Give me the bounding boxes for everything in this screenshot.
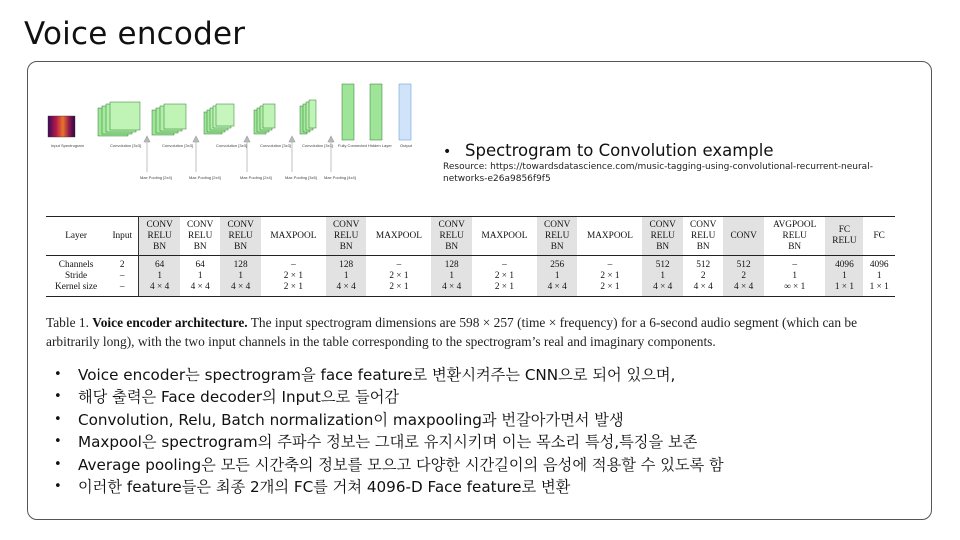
header-input: Input [106, 217, 139, 256]
resource-link: Resource: https://towardsdatascience.com/music-tagging-using-convolutional-recurrent-neural-networks-e26a9856f9f5 [443, 162, 873, 184]
table-cell: – [396, 260, 402, 270]
diagram-label: Input Spectrogram [51, 143, 84, 148]
diagram-label: Max Pooling [2x4] [140, 175, 172, 180]
header-line: CONV [332, 219, 360, 230]
table-cell: – [607, 260, 613, 270]
fc-layer-bar [342, 84, 354, 140]
table-cell: 1 [139, 271, 180, 282]
diagram-caption-bullet [443, 141, 913, 160]
header-line: BN [550, 241, 564, 252]
note-item [54, 476, 914, 498]
table-header-cell [431, 217, 471, 256]
header-line: RELU [832, 236, 857, 246]
architecture-table [46, 216, 895, 297]
table-caption [46, 313, 912, 351]
header-line: BN [445, 241, 459, 252]
header-line: BN [193, 241, 207, 252]
table-cell: – [792, 260, 797, 270]
input-cell: – [106, 271, 139, 282]
table-cell: 1 [642, 271, 682, 282]
header-line: RELU [334, 230, 359, 241]
table-cell: 128 [326, 256, 366, 272]
diagram-label: Convolution [3x3] [260, 143, 291, 148]
output-layer-bar [399, 84, 411, 140]
diagram-label: Output [400, 143, 413, 148]
bullet-dot-icon: • [54, 434, 62, 450]
note-item [54, 431, 914, 453]
header-line: BN [153, 241, 167, 252]
conv-block-2 [152, 104, 186, 135]
table-cell: 1 × 1 [869, 282, 889, 292]
table-cell: 64 [139, 256, 180, 272]
header-line: BN [656, 241, 670, 252]
table-header-cell [326, 217, 366, 256]
table-cell: 2 × 1 [283, 271, 303, 281]
table-header-cell [366, 217, 431, 256]
conv-block-3 [204, 104, 234, 134]
header-line: CONV [649, 219, 676, 230]
table-cell: 2 × 1 [389, 282, 409, 292]
note-text: Average pooling은 모든 시간축의 정보를 모으고 다양한 시간길이의 음성에 적용할 수 있도록 함 [78, 455, 724, 474]
diagram-label: Convolution [3x3] [110, 143, 141, 148]
table-row [46, 271, 895, 282]
table-cell: 4 × 4 [190, 282, 210, 292]
row-label: Kernel size [55, 282, 98, 292]
header-line: RELU [782, 230, 807, 241]
table-header-row [46, 217, 895, 256]
table-cell: 1 [792, 271, 797, 281]
table-cell: – [291, 260, 296, 270]
table-cell: 512 [642, 256, 682, 272]
table-header-cell [642, 217, 682, 256]
diagram-label: Fully Connected [338, 143, 367, 148]
cnn-diagram [44, 80, 434, 200]
table-cell: 2 [700, 271, 706, 281]
header-line: CONV [438, 219, 465, 230]
table-header-cell [577, 217, 642, 256]
table-cell: 1 [326, 271, 366, 282]
table-header-cell [220, 217, 260, 256]
note-text: Convolution, Relu, Batch normalization이 maxpooling과 번갈아가면서 발생 [78, 410, 624, 429]
header-line: BN [339, 241, 353, 252]
header-line: FC [873, 230, 885, 241]
table-cell: 64 [195, 260, 205, 270]
conv-block-4 [254, 104, 275, 134]
header-layer: Layer [65, 230, 87, 241]
header-line: CONV [544, 219, 571, 230]
bullet-dot-icon: • [54, 479, 62, 495]
pool-arrows [144, 136, 334, 172]
table-cell: 4 × 4 [693, 282, 713, 292]
header-line: CONV [227, 219, 254, 230]
table-cell: 512 [723, 256, 763, 272]
header-line: CONV [730, 230, 757, 241]
table-cell: 128 [220, 256, 260, 272]
table-cell: 1 [220, 271, 260, 282]
header-line: RELU [228, 230, 253, 241]
header-line: CONV [146, 219, 173, 230]
note-text: Voice encoder는 spectrogram을 face feature로 변환시켜주는 CNN으로 되어 있으며, [78, 366, 676, 384]
table-cell: 2 × 1 [600, 282, 620, 292]
table-row [46, 282, 895, 297]
hidden-layer-bar [370, 84, 382, 140]
table-cell: 2 × 1 [494, 282, 515, 292]
header-line: BN [234, 241, 248, 252]
table-cell: 2 × 1 [600, 271, 620, 281]
table-header-cell [723, 217, 763, 256]
note-item [54, 386, 914, 408]
header-line: MAXPOOL [375, 230, 422, 241]
table-header-cell [863, 217, 895, 256]
table-cell: 4 × 4 [220, 282, 260, 297]
header-line: RELU [650, 230, 675, 241]
header-line: BN [788, 241, 802, 252]
diagram-caption [443, 141, 913, 185]
diagram-label: Convolution [3x3] [302, 143, 333, 148]
input-cell: – [106, 282, 139, 297]
caption-bold: Voice encoder architecture. [92, 315, 248, 330]
header-line: RELU [147, 230, 172, 241]
table-cell: 1 [431, 271, 471, 282]
row-label: Stride [64, 271, 88, 281]
conv-block-1 [98, 102, 140, 136]
diagram-label: Max Pooling [2x4] [240, 175, 272, 180]
diagram-label: Max Pooling [4x4] [324, 175, 356, 180]
table-cell: 1 [537, 271, 577, 282]
table-header-cell [261, 217, 326, 256]
header-line: BN [696, 241, 710, 252]
table-cell: – [502, 260, 507, 270]
header-line: MAXPOOL [270, 230, 317, 241]
note-item [54, 454, 914, 476]
table-cell: 256 [537, 256, 577, 272]
bullet-dot-icon: • [443, 144, 452, 160]
diagram-label: Max Pooling [3x5] [285, 175, 317, 180]
table-header-cell [825, 217, 863, 256]
slide-title: Voice encoder [24, 16, 246, 52]
table-cell: 1 [825, 271, 863, 282]
header-line: RELU [188, 230, 213, 241]
table-cell: 4 × 4 [642, 282, 682, 297]
table-cell: 4 × 4 [431, 282, 471, 297]
diagram-label: Max Pooling [2x4] [189, 175, 221, 180]
table-cell: 4096 [825, 256, 863, 272]
input-spectrogram-image [48, 116, 75, 137]
header-line: CONV [690, 219, 717, 230]
note-text: 이러한 feature들은 최종 2개의 FC를 거쳐 4096-D Face feature로 변환 [78, 478, 571, 497]
table-cell: 512 [696, 260, 711, 270]
header-line: MAXPOOL [586, 230, 633, 241]
diagram-caption-text: Spectrogram to Convolution example [465, 141, 774, 160]
header-line: AVGPOOL [773, 219, 817, 230]
table-cell: ∞ × 1 [784, 282, 806, 292]
input-cell: 2 [106, 256, 139, 272]
table-header-cell [764, 217, 826, 256]
table-cell: 2 × 1 [494, 271, 515, 281]
table-cell: 4 × 4 [723, 282, 763, 297]
note-text: 해당 출력은 Face decoder의 Input으로 들어감 [78, 388, 400, 407]
diagram-label: Convolution [3x3] [216, 143, 247, 148]
table-cell: 4 × 4 [139, 282, 180, 297]
notes-list [54, 364, 914, 498]
table-header-cell [180, 217, 220, 256]
caption-body: The input spectrogram dimensions are 598 × 257 (time × frequency) for a 6-second audio segment (which can be arbitrarily long), with the two input channels in the table corresponding to the spectrogram’s real and imaginary components. [46, 315, 858, 349]
header-line: FC [838, 225, 851, 235]
caption-prefix: Table 1. [46, 315, 93, 330]
table-cell: 2 × 1 [283, 282, 303, 292]
table-cell: 1 [876, 271, 882, 281]
note-item [54, 364, 914, 386]
bullet-dot-icon: • [54, 389, 62, 405]
header-line: CONV [187, 219, 214, 230]
table-header-cell [683, 217, 723, 256]
table-cell: 1 [197, 271, 203, 281]
header-line: RELU [691, 230, 716, 241]
diagram-label: Hidden Layer [368, 143, 392, 148]
note-item [54, 409, 914, 431]
bullet-dot-icon: • [54, 456, 62, 472]
diagram-label: Convolution [3x3] [162, 143, 193, 148]
table-cell: 2 × 1 [389, 271, 409, 281]
bullet-dot-icon: • [54, 411, 62, 427]
table-cell: 4 × 4 [537, 282, 577, 297]
table-header-cell [472, 217, 537, 256]
header-line: RELU [545, 230, 570, 241]
table-cell: 4096 [869, 260, 889, 270]
table-cell: 4 × 4 [326, 282, 366, 297]
bullet-dot-icon: • [54, 367, 62, 382]
table-header-cell [139, 217, 180, 256]
conv-block-5 [300, 100, 316, 134]
table-cell: 2 [723, 271, 763, 282]
header-line: MAXPOOL [481, 230, 528, 241]
table-cell: 128 [431, 256, 471, 272]
table-cell: 1 × 1 [825, 282, 863, 297]
row-label: Channels [58, 260, 94, 270]
table-header-cell [537, 217, 577, 256]
header-line: RELU [439, 230, 464, 241]
table-row [46, 256, 895, 272]
note-text: Maxpool은 spectrogram의 주파수 정보는 그대로 유지시키며 이는 목소리 특성,특징을 보존 [78, 433, 698, 452]
